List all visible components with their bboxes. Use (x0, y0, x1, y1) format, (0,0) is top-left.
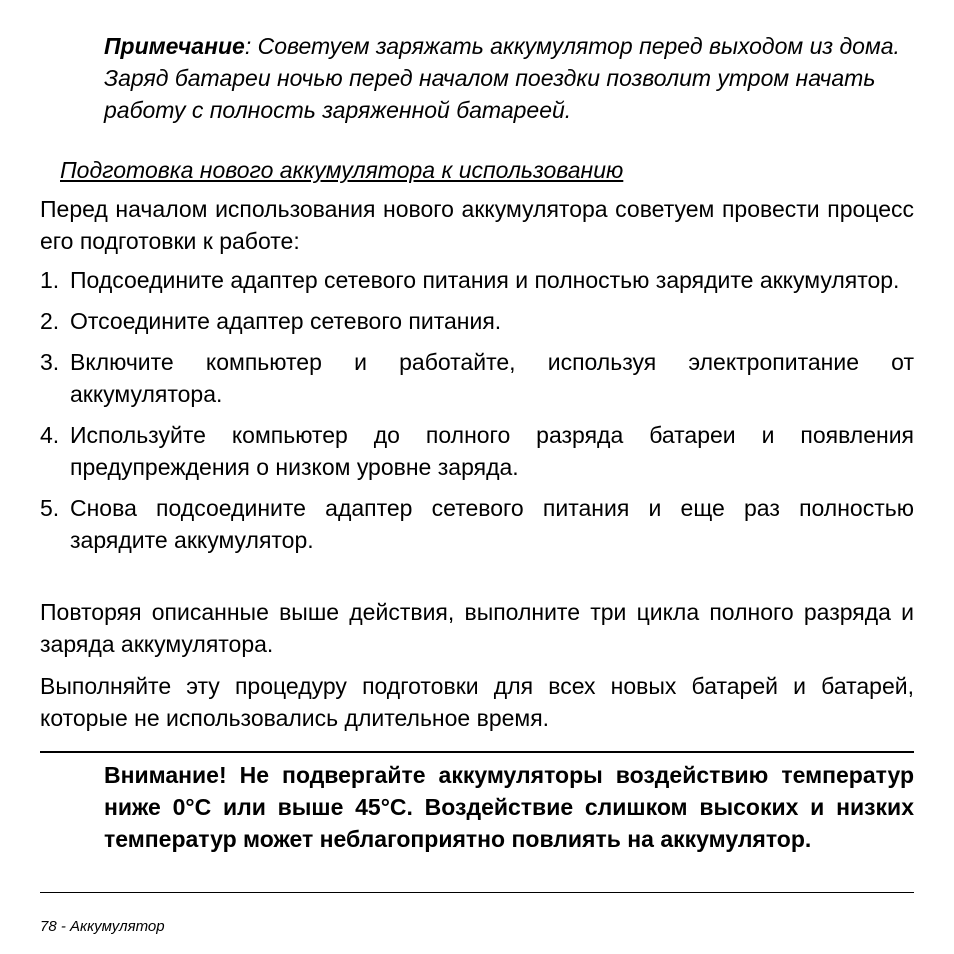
step-text: Используйте компьютер до полного разряда батареи и появления предупреждения о низком уровне заряда. (70, 422, 914, 480)
step-item (40, 419, 914, 483)
section-heading: Подготовка нового аккумулятора к использованию (60, 157, 624, 183)
step-number: 5. (40, 495, 60, 521)
step-item (40, 492, 914, 556)
step-number: 4. (40, 422, 60, 448)
step-text: Отсоедините адаптер сетевого питания. (70, 308, 502, 334)
note-text: : Советуем заряжать аккумулятор перед выходом из дома. Заряд батареи ночью перед началом поездки позволит утром начать работу с полность заряженной батареей. (104, 33, 900, 123)
repeat-paragraph: Повторяя описанные выше действия, выполните три цикла полного разряда и заряда аккумулятора. (40, 599, 914, 657)
page-footer: 78 - Аккумулятор (40, 918, 165, 935)
step-number: 2. (40, 308, 60, 334)
warning-block: Внимание! Не подвергайте аккумуляторы воздействию температур ниже 0°C или выше 45°C. Воздействие слишком высоких и низких температур может неблагоприятно повлиять на аккумулятор. (104, 762, 914, 852)
warning-top-divider (40, 751, 914, 753)
warning-bottom-divider (40, 892, 914, 893)
intro-paragraph: Перед началом использования нового аккумулятора советуем провести процесс его подготовки к работе: (40, 196, 914, 254)
step-text: Снова подсоедините адаптер сетевого питания и еще раз полностью зарядите аккумулятор. (70, 495, 914, 553)
step-text: Подсоедините адаптер сетевого питания и полностью зарядите аккумулятор. (70, 267, 900, 293)
note-block (104, 30, 914, 126)
step-item (40, 305, 914, 337)
steps-list (40, 264, 914, 565)
note-label: Примечание (104, 33, 245, 59)
apply-paragraph: Выполняйте эту процедуру подготовки для всех новых батарей и батарей, которые не использовались длительное время. (40, 673, 914, 731)
step-text: Включите компьютер и работайте, используя электропитание от аккумулятора. (70, 349, 914, 407)
step-number: 3. (40, 349, 60, 375)
step-item (40, 264, 914, 296)
step-item (40, 346, 914, 410)
step-number: 1. (40, 267, 60, 293)
